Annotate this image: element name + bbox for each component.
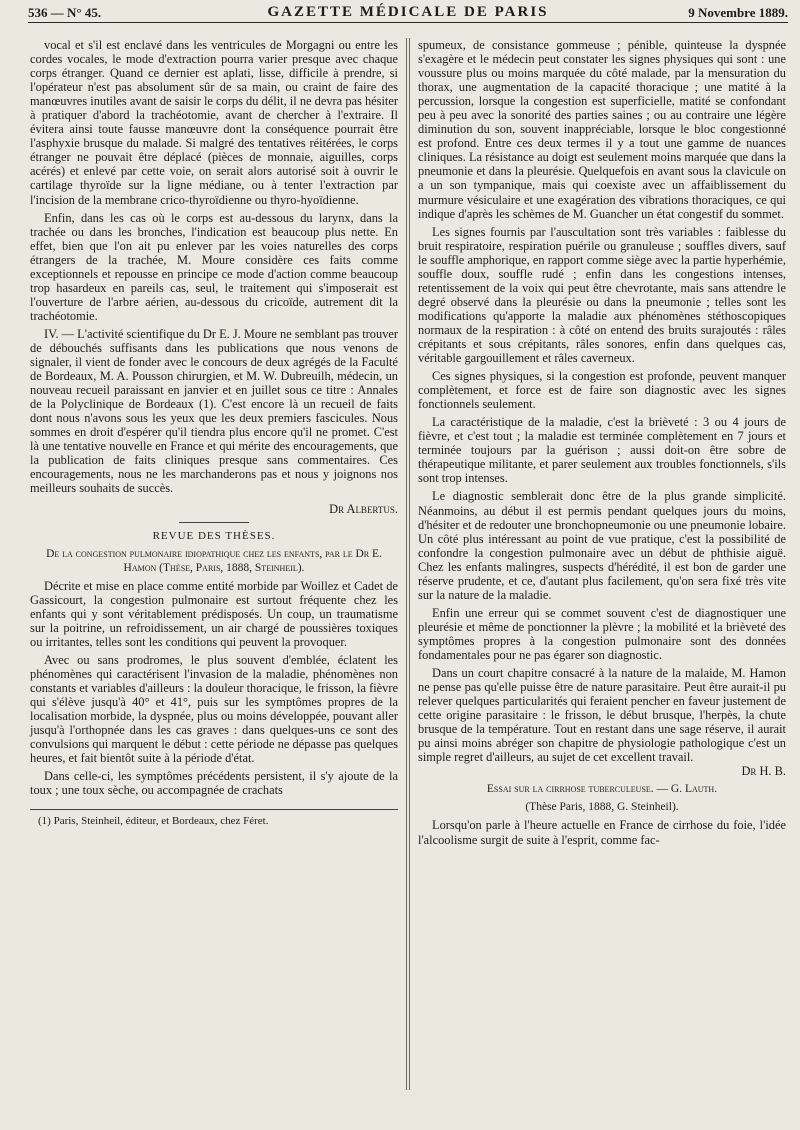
signature: Dr H. B.: [741, 764, 786, 779]
paragraph: Lorsqu'on parle à l'heure actuelle en France de cirrhose du foie, l'idée l'alcoolisme surgit de suite à l'esprit, comme fac-: [418, 818, 786, 847]
footnote-rule: [30, 809, 398, 810]
essay-title: Essai sur la cirrhose tuberculeuse. — G. Lauth.: [486, 783, 718, 796]
paragraph: La caractéristique de la maladie, c'est la brièveté : 3 ou 4 jours de fièvre, et c'est tout ; la maladie est terminée complètement en 7 jours et terminée toujours par la guérison ; aussi doit-on être sobre de thérapeutique militante, et parer seulement aux troubles fonctionnels, s'ils sont trop intenses.: [418, 415, 786, 486]
paragraph: Enfin une erreur qui se commet souvent c'est de diagnostiquer une pleurésie et même de ponctionner la plèvre ; la mobilité et la brièveté des symptômes propres à la congestion pulmonaire sont des données fondamentales pour ne pas égarer son diagnostic.: [418, 605, 786, 662]
paragraph: Décrite et mise en place comme entité morbide par Woillez et Cadet de Gassicourt, la congestion pulmonaire est surtout fréquente chez les enfants qui y sont véritablement prédisposés. Un coup, un traumatisme sur la poitrine, un refroidissement, un air chargé de poussières toxiques ou irritantes, telles sont les conditions qui peuvent la provoquer.: [30, 578, 398, 649]
column-divider-inner: [409, 38, 410, 1090]
paragraph: Les signes fournis par l'auscultation sont très variables : faiblesse du bruit respiratoire, respiration puérile ou granuleuse ; souffles divers, sauf le souffle amphorique, en rapport comme siège avec la partie hyperhémie, souffle doux, souffle rudé ; enfin dans les congestions intenses, retentissement de la voix qui peut être chevrotante, mais sans attendre le degré observé dans la pleurésie ou dans la pneumonie ; telles sont les modifications qu'apporte la maladie aux phénomènes stéthoscopiques normaux de la respiration : à côté on entend des bruits surajoutés : râles crépitants et sous crépitants, râles sonores, enfin dans quelques cas, véritable gargouillement et râles caverneux.: [418, 224, 786, 366]
thesis-title: De la congestion pulmonaire idiopathique chez les enfants, par le Dr E. Hamon (Thèse, Paris, 1888, Steinheil).: [46, 547, 382, 574]
essay-subtitle: (Thèse Paris, 1888, G. Steinheil).: [525, 801, 679, 814]
paragraph: spumeux, de consistance gommeuse ; pénible, quinteuse la dyspnée s'exagère et le médecin peut constater les signes physiques qui sont : une voussure plus ou moins marquée du côté malade, par la mensuration du thorax, une augmentation de la capacité thoracique ; une matité à la percussion, lorsque la congestion est superficielle, matité se confondant peu à peu avec la sonorité des parties saines ; ou au contraire une légère diminution du son, souvent inappréciable, lorsque le bloc congestionné est profond. Entre ces deux termes il y a tout une gamme de nuances cliniques. La résistance au doigt est seulement moins marquée que dans la pneumonie et dans la pleurésie. Quelquefois en avant sous la clavicule on a un son tympanique, mais qui coexiste avec un affaiblissement du murmure vésiculaire et une exagération des vibrations thoraciques, ce qui indique d'après les schèmes de M. Guancher un état congestif du sommet.: [418, 38, 786, 221]
paragraph: vocal et s'il est enclavé dans les ventricules de Morgagni ou entre les cordes vocales, le mode d'extraction pourra varier presque avec chaque corps étranger. Quand ce dernier est aplati, lisse, difficile à prendre, si l'opérateur n'est pas absolument sûr de sa main, ou craint de faire des manœuvres inutiles avant de saisir le corps du délit, il ne devra pas hésiter à pratiquer d'abord la trachéotomie, avant de chercher à l'extraire. Il évitera ainsi toute fausse manœuvre dont la conséquence pourrait être l'asphyxie brusque du malade. Si malgré des tentatives réitérées, le corps étranger ne pouvait être déplacé (pièces de monnaie, aiguilles, corps acérés) et enlevé par cette voie, on serait alors autorisé soit à ouvrir le cartilage thyroïde sur la ligne médiane, ou à tenter l'extraction par l'incision de la membrane crico-thyroïdienne ou thyro-hyoïdienne.: [30, 38, 398, 207]
section-rule: [179, 522, 249, 523]
footnote: (1) Paris, Steinheil, éditeur, et Bordeaux, chez Féret.: [38, 815, 269, 828]
paragraph: Enfin, dans les cas où le corps est au-dessous du larynx, dans la trachée ou dans les bronches, l'indication est beaucoup plus nette. En effet, bien que l'on ait pu enlever par les voies naturelles des corps étrangers de la trachée, M. Moure considère ces faits comme exceptionnels et repousse en principe ce mode d'action comme beaucoup trop hasardeux en pareils cas, seul, le traitement qui s'imposerait est l'ouverture de l'arbre aérien, au-dessous du cricoïde, autrement dit la trachéotomie.: [30, 210, 398, 323]
page-issue-number: 536 — N° 45.: [28, 5, 102, 20]
paragraph: IV. — L'activité scientifique du Dr E. J. Moure ne semblant pas trouver de débouchés suffisants dans les publications que nous venons de signaler, il vient de fonder avec le concours de deux agrégés de la Faculté de Bordeaux, M. A. Pousson chirurgien, et M. W. Dubreuilh, médecin, un nouveau recueil paraissant en janvier et en juillet sous ce titre : Annales de la Polyclinique de Bordeaux (1). C'est encore là un recueil de faits dont nous n'avons sous les yeux que les deux premiers fascicules. Nous sommes en droit d'espérer qu'il tiendra plus encore qu'il ne promet. C'est là une tentative nouvelle en France et qui mérite des encouragements, que la publication de faits cliniques presque sans commentaires. Ces encouragements, nous ne les marchanderons pas et nous y joignons nos meilleurs souhaits de succès.: [30, 326, 399, 496]
section-heading: REVUE DES THÈSES.: [152, 529, 276, 542]
issue-date: 9 Novembre 1889.: [688, 5, 788, 20]
masthead: [28, 2, 788, 23]
journal-title: GAZETTE MÉDICALE DE PARIS: [267, 4, 549, 20]
paragraph: Ces signes physiques, si la congestion est profonde, peuvent manquer complètement, et force est de faire son diagnostic avec les signes fonctionnels seulement.: [418, 369, 786, 412]
signature: Dr Albertus.: [329, 501, 398, 516]
paragraph: Dans celle-ci, les symptômes précédents persistent, il s'y ajoute de la toux ; une toux sèche, ou accompagnée de crachats: [30, 769, 398, 798]
column-divider: [406, 38, 407, 1090]
right-column: [418, 38, 786, 847]
left-column: [30, 38, 398, 828]
paragraph: Avec ou sans prodromes, le plus souvent d'emblée, éclatent les phénomènes qui caractérisent l'invasion de la maladie, phénomènes non constants et variables d'ailleurs : la douleur thoracique, le frisson, la fièvre qui s'élève jusqu'à 40° et 41°, puis sur les symptômes propres de la localisation morbide, la dyspnée, plus ou moins développée, pouvant aller jusqu'à l'orthopnée dans les cas graves : dans quelques-uns ce sont des convulsions qui marquent le début : cette période ne dépasse pas quelques heures, et fait bientôt suite à la période d'état.: [30, 652, 398, 766]
paragraph: Dans un court chapitre consacré à la nature de la malaide, M. Hamon ne pense pas qu'elle puisse être de nature parasitaire. Peut être aurait-il pu relever quelques particularités qui feraient pencher en faveur justement de cette origine parasitaire : le frisson, le début brusque, l'herpès, la chute brusque de la température. Tout en restant dans une sage réserve, il aurait pu ainsi moins abréger son chapitre de physiologie pathologique c'est un simple regret d'ailleurs, au sujet de cet excellent travail.: [418, 666, 786, 765]
paragraph: Le diagnostic semblerait donc être de la plus grande simplicité. Néanmoins, au début il est permis pendant quelques jours du moins, d'hésiter et de redouter une bronchopneumonie ou une pneumonie lobaire. Un côté plus intéressant au point de vue pratique, c'est la possibilité de confondre la congestion pulmonaire avec un début de phthisie aiguë. Chez les enfants malingres, suspects d'hérédité, il est bon de garder une réserve prudente, et ce, d'autant plus facilement, qu'on sera fixé très vite sur la nature de la maladie.: [418, 489, 786, 602]
